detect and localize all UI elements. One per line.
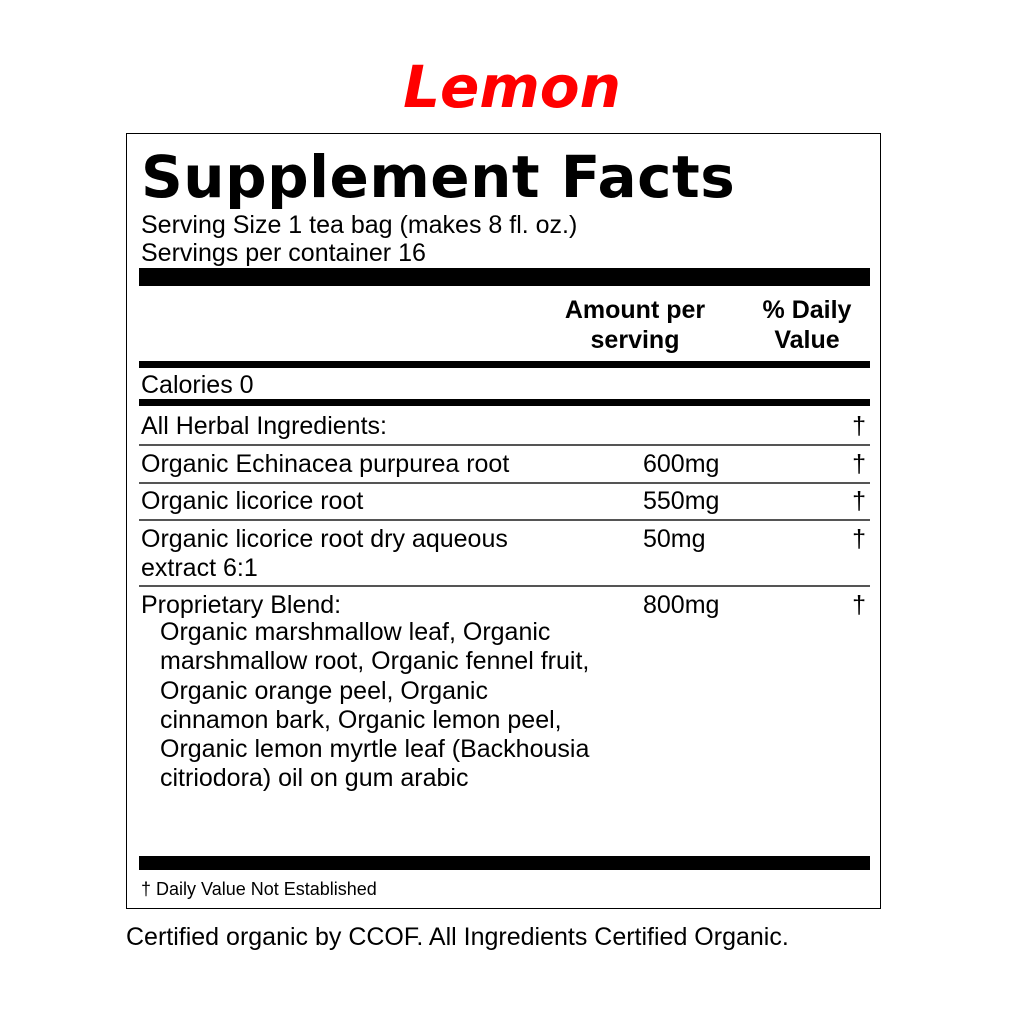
medium-divider <box>139 361 870 368</box>
ingredient-dv: † <box>852 487 866 515</box>
flavor-title: Lemon <box>403 53 621 121</box>
amount-header-line1: Amount per <box>564 296 706 324</box>
ingredient-name-line2: extract 6:1 <box>141 554 258 582</box>
proprietary-blend-label: Proprietary Blend: <box>141 591 342 619</box>
dv-header-line1: % Daily <box>762 296 852 324</box>
ingredient-dv: † <box>852 450 866 478</box>
certification-statement: Certified organic by CCOF. All Ingredients Certified Organic. <box>126 923 789 951</box>
ingredient-amount: 600mg <box>643 450 720 478</box>
proprietary-blend-amount: 800mg <box>643 591 720 619</box>
all-herbal-dv: † <box>852 412 866 440</box>
row-divider <box>139 444 870 446</box>
amount-header-line2: serving <box>590 326 680 354</box>
daily-value-header <box>751 295 863 355</box>
ingredient-name: Organic Echinacea purpurea root <box>141 450 510 478</box>
medium-divider <box>139 399 870 406</box>
all-herbal-ingredients-label: All Herbal Ingredients: <box>141 412 387 440</box>
ingredient-amount: 550mg <box>643 487 720 515</box>
thick-divider <box>139 268 870 286</box>
proprietary-blend-dv: † <box>852 591 866 619</box>
row-divider <box>139 519 870 521</box>
calories: Calories 0 <box>141 371 254 399</box>
row-divider <box>139 482 870 484</box>
daily-value-footnote: † Daily Value Not Established <box>141 879 377 899</box>
ingredient-dv: † <box>852 525 866 553</box>
ingredient-name: Organic licorice root <box>141 487 364 515</box>
panel-title: Supplement Facts <box>141 143 736 211</box>
ingredient-amount: 50mg <box>643 525 706 553</box>
amount-per-serving-header <box>545 295 725 355</box>
row-divider <box>139 585 870 587</box>
serving-size: Serving Size 1 tea bag (makes 8 fl. oz.) <box>141 211 578 239</box>
proprietary-blend-ingredients: Organic marshmallow leaf, Organic marshmallow root, Organic fennel fruit, Organic orange peel, Organic cinnamon bark, Organic lemon peel, Organic lemon myrtle leaf (Backhousia citriodora) oil on gum arabic <box>160 618 590 793</box>
supplement-facts-panel <box>126 133 881 909</box>
ingredient-name-line1: Organic licorice root dry aqueous <box>141 525 508 553</box>
dv-header-line2: Value <box>774 326 840 354</box>
thick-divider <box>139 856 870 870</box>
servings-per-container: Servings per container 16 <box>141 239 426 267</box>
